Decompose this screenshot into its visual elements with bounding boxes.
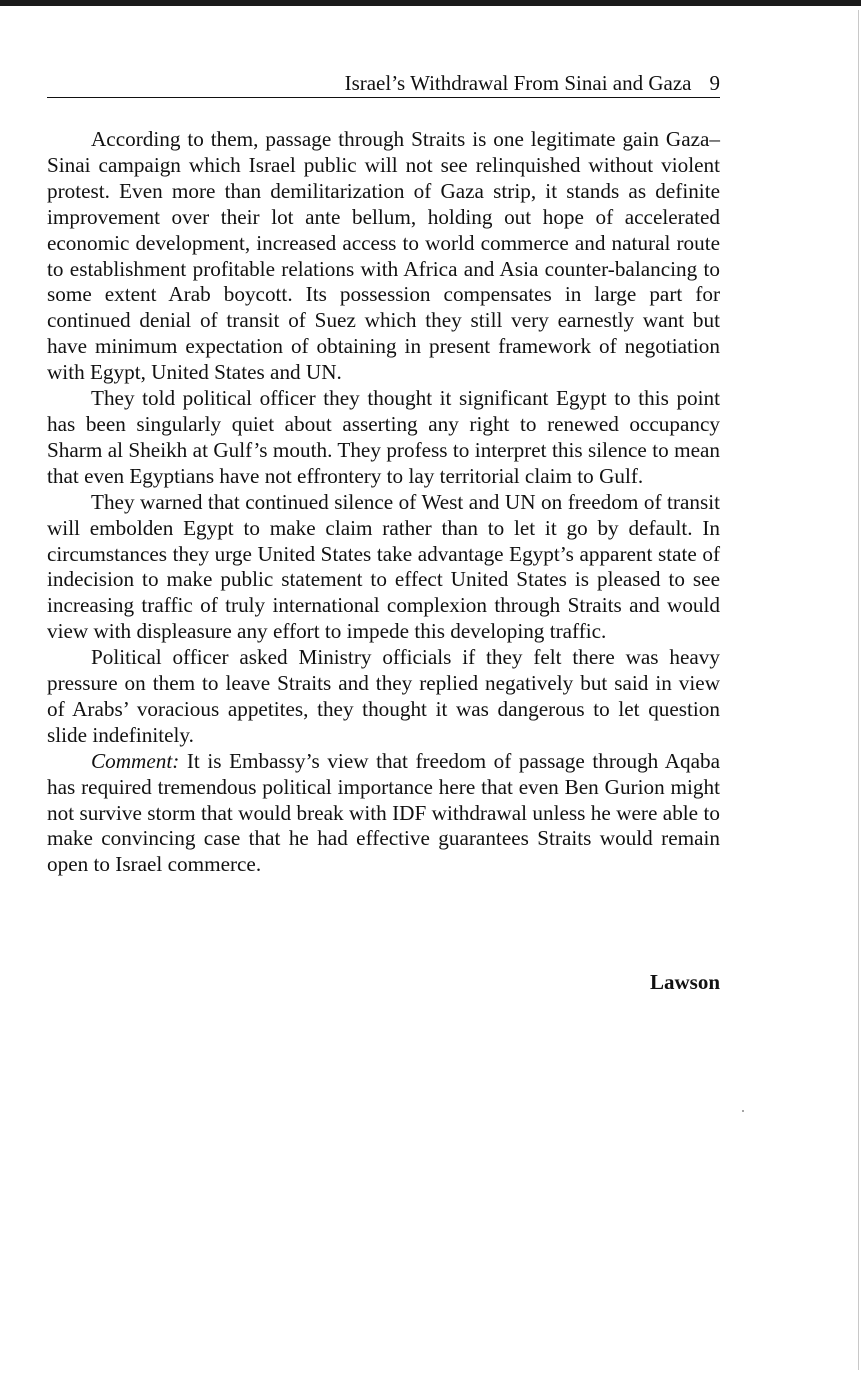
paragraph-text: According to them, passage through Straits is one legitimate gain Gaza–Sinai campaign which Israel public will not see relinquished without violent protest. Even more than demilitarization of Gaza strip, it stands as definite improvement over their lot ante bellum, holding out hope of accelerated economic development, increased access to world commerce and natural route to establishment profitable relations with Africa and Asia counter-balancing to some extent Arab boycott. Its possession compensates in large part for continued denial of transit of Suez which they still very earnestly want but have minimum expectation of obtaining in present framework of negotiation with Egypt, United States and UN. <box>47 127 720 385</box>
paragraph-freedom-of-transit <box>47 490 720 645</box>
paragraph-lead-comment: Comment: <box>91 748 180 773</box>
signature: Lawson <box>649 970 720 994</box>
paragraph-ministry-reply <box>47 645 720 749</box>
page-top-border <box>0 0 861 6</box>
paragraph-text: They warned that continued silence of West and UN on freedom of transit will embolden Egypt to make claim rather than to let it go by default. In circumstances they urge United States take advantage Egypt’s apparent state of indecision to make public statement to effect United States is pleased to see increasing traffic of truly international complexion through Straits and would view with displeasure any effort to impede this developing traffic. <box>47 489 720 644</box>
running-head <box>47 70 720 98</box>
paragraph-egypt-silence <box>47 386 720 490</box>
paragraph-text: Political officer asked Ministry officials if they felt there was heavy pressure on them to leave Straits and they replied negatively but said in view of Arabs’ voracious appetites, they thought it was dangerous to let question slide indefinitely. <box>47 645 720 747</box>
paragraph-embassy-comment <box>47 749 720 879</box>
running-head-title: Israel’s Withdrawal From Sinai and Gaza <box>344 71 692 95</box>
paragraph-straits-passage <box>47 127 720 386</box>
page-number: 9 <box>709 71 720 95</box>
paragraph-text: It is Embassy’s view that freedom of passage through Aqaba has required tremendous political importance here that even Ben Gurion might not survive storm that would break with IDF withdrawal unless he were able to make convincing case that he had effective guarantees Straits would remain open to Israel commerce. <box>47 748 720 877</box>
page-binding-edge <box>858 10 859 1370</box>
document-body <box>47 127 720 878</box>
print-speck <box>742 1110 744 1112</box>
paragraph-text: They told political officer they thought it significant Egypt to this point has been singularly quiet about asserting any right to renewed occupancy Sharm al Sheikh at Gulf’s mouth. They profess to interpret this silence to mean that even Egyptians have not effrontery to lay territorial claim to Gulf. <box>47 386 720 488</box>
